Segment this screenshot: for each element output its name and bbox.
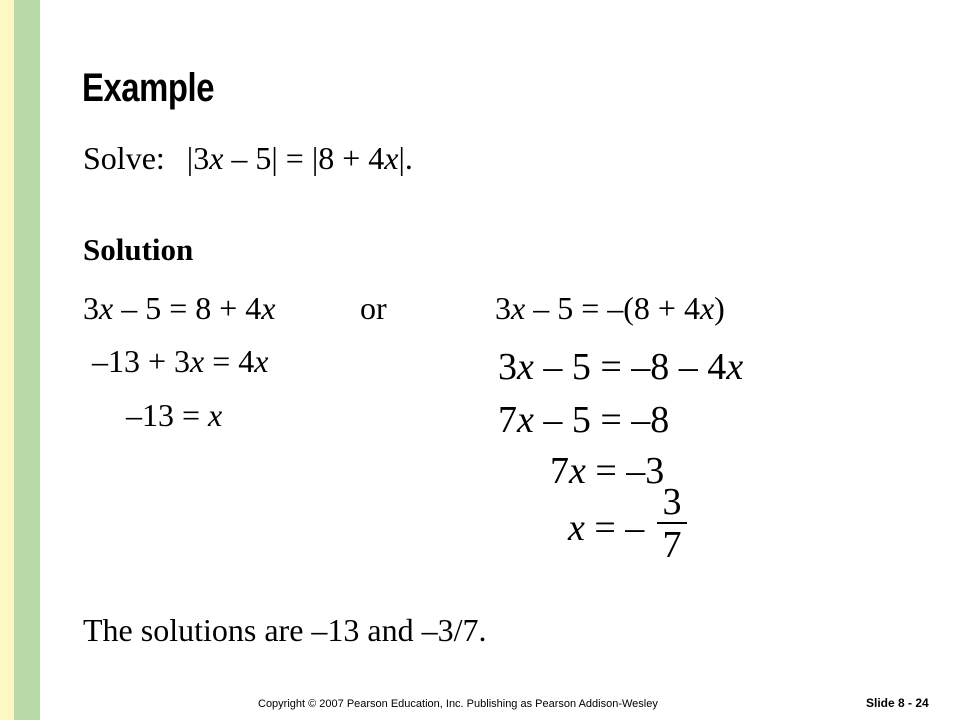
right-step-3: 7x = –3: [550, 450, 665, 492]
right-step-1: 3x – 5 = –8 – 4x: [498, 346, 744, 388]
left-step-1: –13 + 3x = 4x: [92, 343, 269, 379]
left-step-2: –13 = x: [126, 397, 223, 433]
fraction: [656, 482, 688, 566]
problem-label: Solve:: [83, 140, 165, 176]
right-step-2: 7x – 5 = –8: [498, 399, 670, 441]
copyright-footer: Copyright © 2007 Pearson Education, Inc. Publishing as Pearson Addison-Wesley: [258, 698, 658, 710]
problem-statement: [83, 140, 413, 177]
fraction-numerator: 3: [662, 481, 682, 523]
fraction-denominator: 7: [662, 524, 682, 566]
case-connector: or: [360, 290, 387, 326]
right-case-equation: 3x – 5 = –(8 + 4x): [495, 290, 725, 326]
conclusion: The solutions are –13 and –3/7.: [83, 612, 487, 648]
solution-heading: Solution: [83, 232, 194, 267]
slide: [40, 0, 960, 720]
slide-number: Slide 8 - 24: [866, 696, 929, 710]
left-case-equation: 3x – 5 = 8 + 4x: [83, 290, 276, 326]
left-stripe-green: [14, 0, 40, 720]
slide-title: Example: [82, 66, 215, 110]
fraction-lhs: x = –: [568, 507, 645, 549]
problem-equation: |3x – 5| = |8 + 4x|.: [186, 140, 413, 176]
left-stripe-yellow: [0, 0, 14, 720]
